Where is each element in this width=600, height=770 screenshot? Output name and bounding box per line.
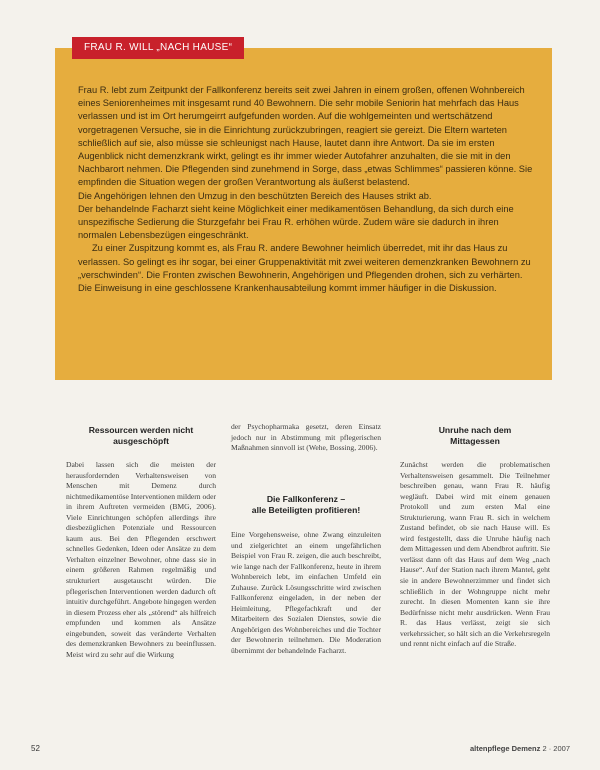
case-paragraph: Der behandelnde Facharzt sieht keine Möglichkeit einer medikamentösen Behandlung, da sich durch eine unspezifische Sedierung die Sturzgefahr bei Frau R. erhöhen würde. Zudem wäre sie dadurch in ihren normalen Lebensbezügen eingeschränkt. — [78, 203, 514, 241]
page-number: 52 — [31, 744, 40, 753]
section-heading-case-conference: Die Fallkonferenz – alle Beteiligten profitieren! — [251, 494, 361, 515]
section-heading-resources: Ressourcen werden nicht ausgeschöpft — [88, 425, 194, 446]
column-2-bottom — [231, 530, 381, 657]
column-3 — [400, 460, 550, 650]
column-2-top-text: der Psychopharmaka gesetzt, deren Einsatz jedoch nur in Abstimmung mit pflegerischen Maßnahmen sinnvoll ist (Wehe, Bossing, 2006). — [231, 422, 381, 453]
column-3-text: Zunächst werden die problematischen Verhaltensweisen gesammelt. Die Teilnehmer beschreiben genau, wann Frau R. häufig wegläuft. Dabei wird mit einem genauen Protokoll und zum ersten Mal eine Strukturierung, wann Frau R. sich in welchem Zustand befindet, ob sie nach Hause will. Es wird festgestellt, dass die Unruhe häufig nach dem Mittagessen und dem Abendbrot auftritt. Sie verlässt dann oft das Haus auf dem Weg „nach Hause“. Auf der Station nach ihrem Mantel, geht sie in andere Bewohnerzimmer und findet sich schließlich in der Wohngruppe nicht mehr zurecht. In diesen Momenten kann sie ihre Bedürfnisse nicht mehr ausdrücken. Wenn Frau R. das Haus verlässt, zeigt sie sich verkehrssicher, so hält sich an die Verkehrsregeln und rennt nicht einfach auf die Straße. — [400, 460, 550, 649]
case-paragraph: Zu einer Zuspitzung kommt es, als Frau R. andere Bewohner heimlich überredet, mit ihr das Haus zu verlassen. So gelingt es ihr sogar, bei einer Gruppenaktivität mit zwei weiteren demenzkranken Bewohnern zu „verschwinden“. Die Fronten zwischen Bewohnerin, Angehörigen und Pflegenden drohen, sich zu verhärten. Die Einweisung in eine geschlossene Krankenhausabteilung kommt immer häufiger in die Diskussion. — [78, 243, 531, 294]
column-1 — [66, 460, 216, 660]
column-2-bottom-text: Eine Vorgehensweise, ohne Zwang einzuleiten und zielgerichtet an einem ungefährlichen Beispiel von Frau R. zeigen, die auch beschreibt, wie lange nach der Fallkonferenz, heute in ihrem Wohnbereich lebt, im einfachen Umfeld ein Zuhause. Zurück Lösungsschritte wird zwischen Fallkonferenz eingeladen, in der neben der Heimleitung, Pflegefachkraft und der Mitarbeitern des Sozialen Dienstes, sowie die Angehörigen des Wohnbereiches und die Tochter der Bewohnerin teilnehmen. Die Moderation übernimmt der behandelnde Facharzt. — [231, 530, 381, 656]
magazine-footer — [470, 744, 570, 753]
column-1-text: Dabei lassen sich die meisten der herausfordernden Verhaltensweisen von Menschen mit Demenz durch nichtmedikamentöse Interventionen mildern oder in ihrem Auftreten vermeiden (BMG, 2006). Viele Einrichtungen schöpfen allerdings ihre diesbezüglichen Potenziale und Ressourcen kaum aus. Bei den Pflegenden erschwert schnelles Gedenken, Ideen oder Ansätze zu dem Verhalten einzelner Bewohner, ohne dass sie in einem größeren Rahmen regelmäßig und strukturiert ausgetauscht würden. Die pflegerischen Interventionen werden dadurch oft intuitiv durchgeführt. Angebote hingegen werden in diesem Prozess eher als „störend“ als hilfreich empfunden und kommen als Ansätze eingebunden, soweit das veränderte Verhalten des demenzkranken Bewohners zu beeinflussen. Meist wird zu sehr auf die Wirkung — [66, 460, 216, 659]
case-paragraph: Die Angehörigen lehnen den Umzug in den beschützten Bereich des Hauses strikt ab. — [78, 190, 432, 201]
section-heading-unrest: Unruhe nach dem Mittagessen — [438, 425, 512, 446]
magazine-issue: 2 · 2007 — [542, 744, 570, 753]
case-study-text — [78, 84, 536, 295]
magazine-name: altenpflege Demenz — [469, 744, 541, 753]
case-study-tag: FRAU R. WILL „NACH HAUSE“ — [72, 37, 244, 59]
case-paragraph: Frau R. lebt zum Zeitpunkt der Fallkonferenz bereits seit zwei Jahren in einem großen, offenen Wohnbereich eines Seniorenheimes mit insgesamt rund 40 Bewohnern. Die sehr mobile Seniorin hat mehrfach das Haus verlassen und ist im Ort herumgeirrt aufgefunden worden. Auf die wohlgemeinten und wertschätzend vorgetragenen Versuche, sie in die Einrichtung zurückzubringen, reagiert sie gereizt. Die Eltern warteten schließlich auf sie, also müsse sie schleunigst nach Hause, lautet dann ihre Antwort. Da sie im ersten Augenblick nicht demenzkrank wirkt, gelingt es ihr immer wieder Autofahrer anzuhalten, die sie mit in den Nachbarort nehmen. Die Pflegenden sind zunehmend in Sorge, dass „etwas Schlimmes“ passieren könne. Sie empfinden die Situation wegen der großen Verantwortung als äußerst belastend. — [78, 85, 533, 188]
column-2-top — [231, 422, 381, 454]
